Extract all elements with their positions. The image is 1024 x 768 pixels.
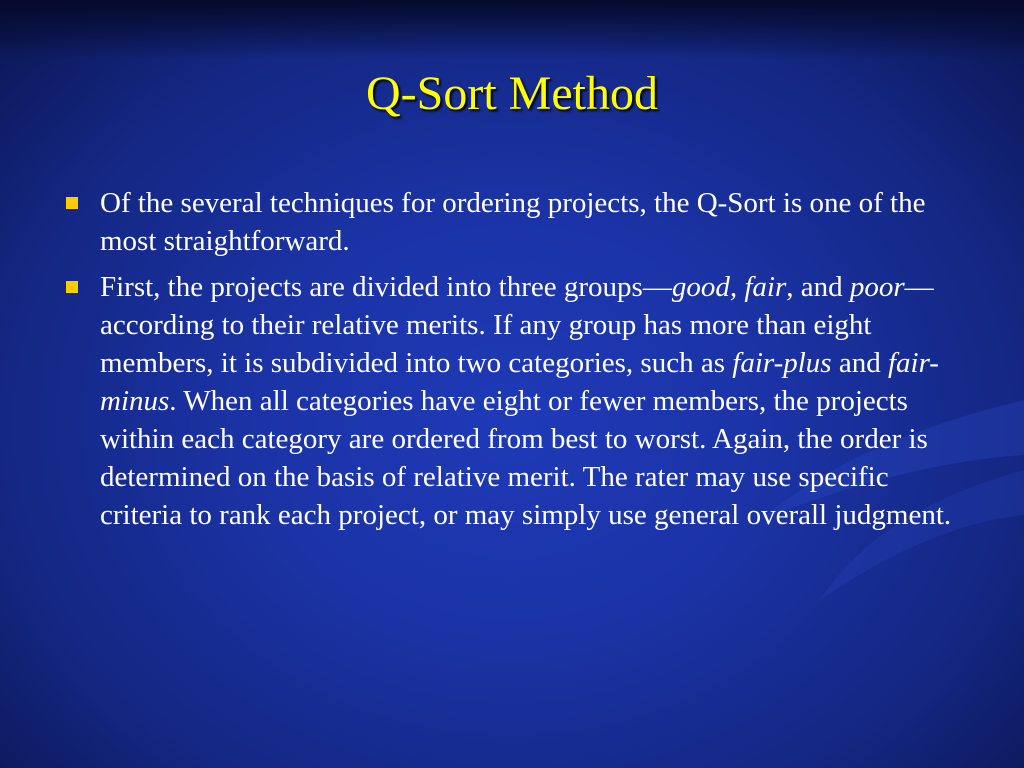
bullet-text bbox=[100, 271, 951, 531]
bullet-item bbox=[62, 184, 967, 260]
square-bullet-icon bbox=[66, 281, 78, 293]
bullet-text-italic: good, bbox=[671, 271, 738, 303]
bullet-text bbox=[100, 187, 925, 257]
bullet-text-segment: and bbox=[831, 347, 888, 379]
bullet-text-italic: fair-minus bbox=[100, 347, 939, 417]
bullet-text-segment: , and bbox=[786, 271, 850, 303]
bullet-list bbox=[62, 184, 967, 542]
bullet-text-italic: fair-plus bbox=[732, 347, 832, 379]
bullet-text-italic: poor bbox=[849, 271, 905, 303]
bullet-text-segment: Of the several techniques for ordering projects, the Q-Sort is one of the most straightforward. bbox=[100, 187, 926, 257]
bullet-text-segment: First, the projects are divided into three groups— bbox=[100, 271, 672, 303]
bullet-text-italic: fair bbox=[744, 271, 787, 303]
bullet-text-segment: —according to their relative merits. If any group has more than eight members, it is subdivided into two categories, such as bbox=[100, 271, 934, 379]
slide-title: Q-Sort Method bbox=[366, 67, 658, 120]
square-bullet-icon bbox=[66, 197, 78, 209]
bullet-item bbox=[62, 268, 967, 534]
bullet-text-segment: . When all categories have eight or fewer members, the projects within each category are ordered from best to worst. Again, the order is determined on the basis of relative merit. The rater may use specific criteria to rank each project, or may simply use general overall judgment. bbox=[100, 385, 952, 531]
